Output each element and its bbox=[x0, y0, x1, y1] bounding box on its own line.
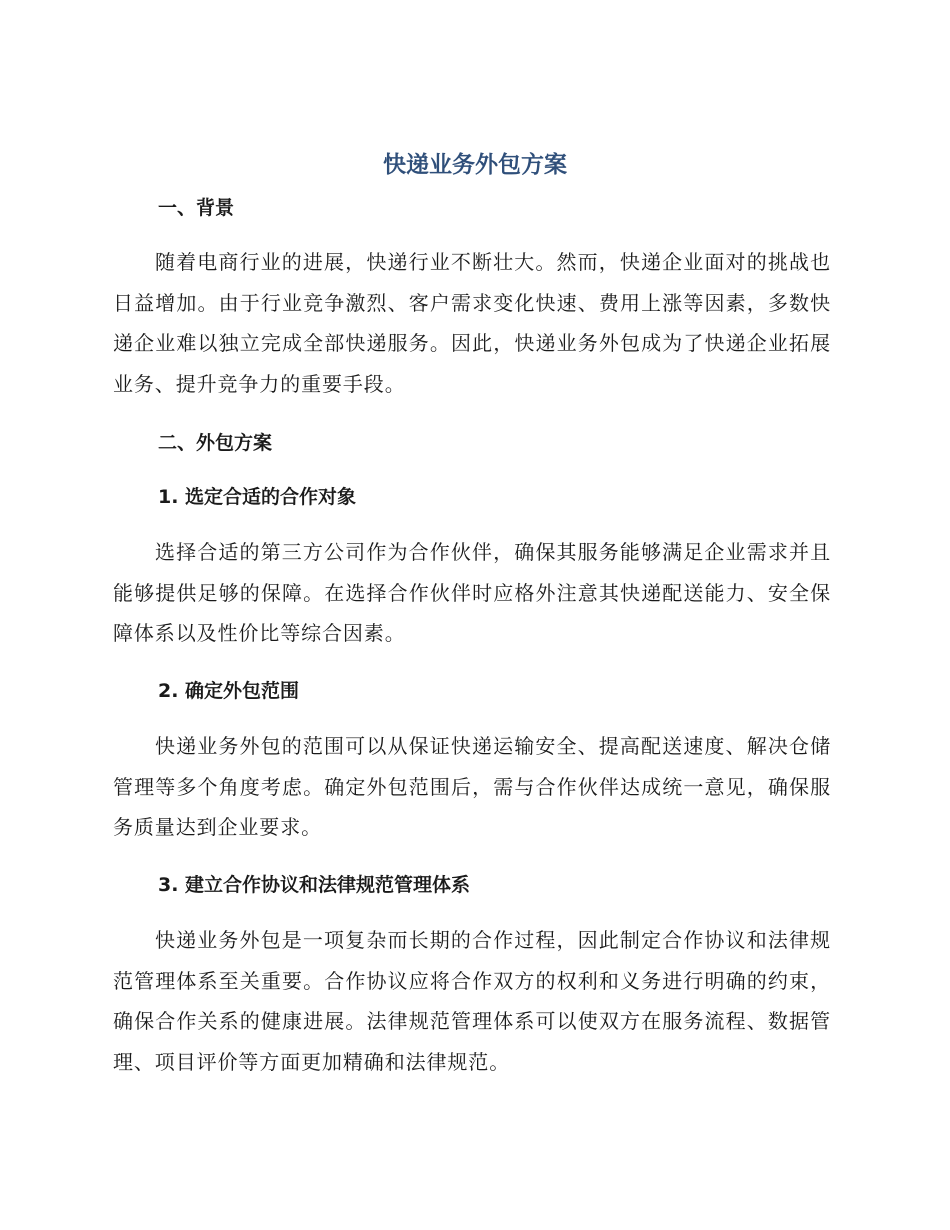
section-heading-outsourcing-plan: 二、外包方案 bbox=[158, 432, 273, 454]
paragraph-select-partner: 选择合适的第三方公司作为合作伙伴，确保其服务能够满足企业需求并且能够提供足够的保障。在选择合作伙伴时应格外注意其快递配送能力、安全保障体系以及性价比等综合因素。 bbox=[113, 540, 831, 646]
subsection-heading-agreement: 3. 建立合作协议和法律规范管理体系 bbox=[158, 874, 471, 896]
section-heading-background: 一、背景 bbox=[158, 197, 235, 219]
subsection-heading-select-partner: 1. 选定合适的合作对象 bbox=[158, 486, 357, 508]
paragraph-agreement: 快递业务外包是一项复杂而长期的合作过程，因此制定合作协议和法律规范管理体系至关重要。合作协议应将合作双方的权利和义务进行明确的约束，确保合作关系的健康进展。法律规范管理体系可以使双方在服务流程、数据管理、项目评价等方面更加精确和法律规范。 bbox=[113, 928, 831, 1075]
paragraph-background: 随着电商行业的进展，快递行业不断壮大。然而，快递企业面对的挑战也日益增加。由于行业竞争激烈、客户需求变化快速、费用上涨等因素，多数快递企业难以独立完成全部快递服务。因此，快递业务外包成为了快递企业拓展业务、提升竞争力的重要手段。 bbox=[113, 250, 831, 397]
paragraph-scope: 快递业务外包的范围可以从保证快递运输安全、提高配送速度、解决仓储管理等多个角度考虑。确定外包范围后，需与合作伙伴达成统一意见，确保服务质量达到企业要求。 bbox=[113, 734, 831, 840]
document-title: 快递业务外包方案 bbox=[383, 152, 567, 178]
subsection-heading-scope: 2. 确定外包范围 bbox=[158, 680, 300, 702]
